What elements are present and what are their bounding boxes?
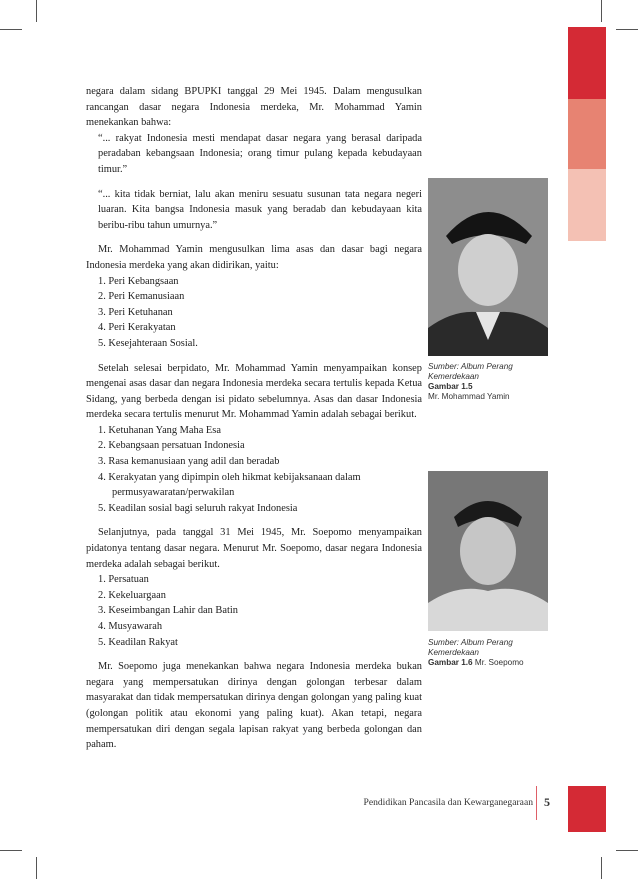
list-item: 2. Kekeluargaan (98, 589, 166, 601)
crop-mark (36, 0, 37, 22)
list-item: 5. Keadilan Rakyat (98, 636, 178, 648)
caption-figure-1-5 (428, 362, 548, 402)
caption-label: Gambar 1.6 (428, 658, 473, 667)
list-item: 5. Kesejahteraan Sosial. (98, 337, 198, 349)
caption-name: Mr. Mohammad Yamin (428, 392, 510, 401)
list-item: 1. Ketuhanan Yang Maha Esa (98, 424, 221, 436)
list-item: 3. Keseimbangan Lahir dan Batin (98, 605, 238, 617)
footer-accent-bar (568, 786, 606, 832)
photo-soepomo (428, 471, 548, 631)
list-item: 1. Persatuan (98, 574, 149, 586)
list-soepomo (86, 572, 422, 650)
caption-source: Sumber: Album Perang Kemerdekaan (428, 638, 513, 657)
list-item: 3. Rasa kemanusiaan yang adil dan beradab (98, 456, 280, 468)
list-item: 1. Peri Kebangsaan (98, 275, 179, 287)
caption-label: Gambar 1.5 (428, 382, 473, 391)
list-item: 4. Peri Kerakyatan (98, 322, 176, 334)
page-number: 5 (544, 795, 550, 809)
paragraph: Mr. Soepomo juga menekankan bahwa negara Indonesia merdeka bukan negara yang mempersatukan dirinya dengan golongan terbesar dalam masyarakat dan tidak mempersatukan dirinya dengan golongan yang paling kuat (golongan politik atau ekonomi yang paling kuat). Akan tetapi, negara mempersatukan diri dengan segala lapisan rakyat yang berbeda golongan dan paham. (86, 661, 422, 751)
caption-name: Mr. Soepomo (472, 658, 524, 667)
portrait-placeholder-icon (428, 178, 548, 356)
list-item: 3. Peri Ketuhanan (98, 306, 173, 318)
crop-mark (601, 0, 602, 22)
list-item: 5. Keadilan sosial bagi seluruh rakyat Indonesia (98, 502, 298, 514)
caption-source: Sumber: Album Perang Kemerdekaan (428, 362, 513, 381)
body-text (86, 84, 422, 753)
photo-mohammad-yamin (428, 178, 548, 356)
paragraph: Mr. Mohammad Yamin mengusulkan lima asas dan dasar bagi negara Indonesia merdeka yang akan didirikan, yaitu: (86, 244, 422, 271)
side-tab-salmon (568, 99, 606, 169)
caption-figure-1-6 (428, 638, 548, 668)
footer-book-title: Pendidikan Pancasila dan Kewarganegaraan (363, 797, 533, 808)
crop-mark (616, 850, 638, 851)
list-yamin-written (86, 423, 422, 517)
paragraph: Selanjutnya, pada tanggal 31 Mei 1945, Mr. Soepomo menyampaikan pidatonya tentang dasar negara. Menurut Mr. Soepomo, dasar negara Indonesia merdeka adalah sebagai berikut. (86, 527, 422, 570)
portrait-placeholder-icon (428, 471, 548, 631)
list-yamin-speech (86, 274, 422, 352)
page-number-frame-icon (536, 786, 568, 820)
crop-mark (616, 29, 638, 30)
quote: “... kita tidak berniat, lalu akan meniru sesuatu susunan tata negara negeri luaran. Kita bangsa Indonesia masuk yang beradab dan kebudayaan kita beribu-ribu tahun umurnya.” (98, 188, 422, 231)
page-number-box (536, 786, 568, 820)
crop-mark (36, 857, 37, 879)
side-tab-pink (568, 169, 606, 241)
quote: “... rakyat Indonesia mesti mendapat dasar negara yang berasal daripada peradaban kebangsaan Indonesia; orang timur pulang kepada kebudayaan timur.” (98, 132, 422, 175)
crop-mark (0, 29, 22, 30)
list-item: 2. Peri Kemanusiaan (98, 291, 185, 303)
list-item: 4. Musyawarah (98, 621, 163, 632)
crop-mark (0, 850, 22, 851)
list-item: 4. Kerakyatan yang dipimpin oleh hikmat kebijaksanaan dalam permusyawaratan/perwakilan (98, 471, 361, 499)
list-item: 2. Kebangsaan persatuan Indonesia (98, 440, 245, 452)
paragraph: Setelah selesai berpidato, Mr. Mohammad Yamin menyampaikan konsep mengenai asas dasar dan negara Indonesia merdeka secara tertulis kepada Ketua Sidang, yang berbeda dengan isi pidato sebelumnya. Asas dan dasar Indonesia merdeka secara tertulis menurut Mr. Mohammad Yamin adalah sebagai berikut. (86, 362, 422, 421)
paragraph: negara dalam sidang BPUPKI tanggal 29 Mei 1945. Dalam mengusulkan rancangan dasar negara Indonesia merdeka, Mr. Mohammad Yamin menekankan bahwa: (86, 86, 422, 129)
side-tab-red (568, 27, 606, 99)
crop-mark (601, 857, 602, 879)
